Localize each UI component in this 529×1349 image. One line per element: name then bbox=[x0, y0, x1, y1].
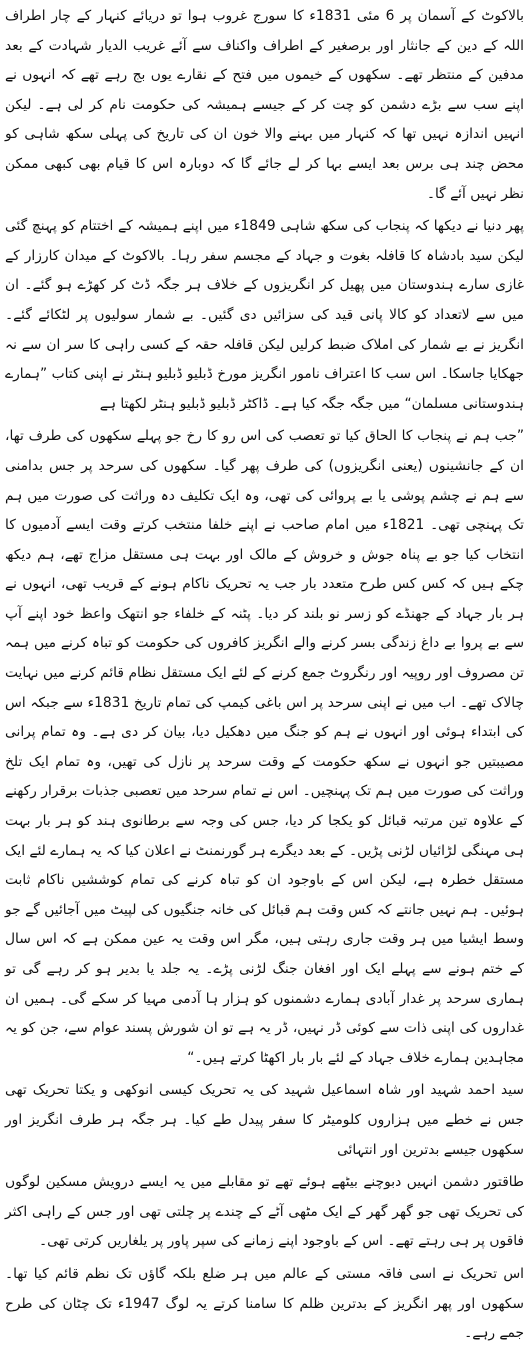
paragraph-hunter-quote: ”جب ہم نے پنجاب کا الحاق کیا تو تعصب کی اس رو کا رخ جو پہلے سکھوں کی طرف تھا، ان کے جانشینوں (یعنی انگریزوں) کی طرف پھر گیا۔ سکھوں کی سرحد پر جس بدامنی سے ہم نے چشم پوشی یا بے پروائی کی تھی، وہ ایک تکلیف دہ وراثت کی صورت میں ہم تک پہنچی تھی۔ 1821ء میں امام صاحب نے اپنے خلفا منتخب کرتے وقت ایسے آدمیوں کا انتخاب کیا جو بے پناہ جوش و خروش کے مالک اور بہت ہی مستقل مزاج تھے، ہم دیکھ چکے ہیں کہ کس کس طرح متعدد بار جب یہ تحریک ناکام ہونے کے قریب تھی، انہوں نے ہر بار جہاد کے جھنڈے کو زسر نو بلند کر دیا۔ پٹنہ کے خلفاء جو انتھک واعظ خود اپنے آپ سے بے پروا بے داغ زندگی بسر کرنے والے انگریز کافروں کی حکومت کو تباہ کرنے میں ہمہ تن مصروف اور روپیہ اور رنگروٹ جمع کرنے کے لئے ایک مستقل نظام قائم کرنے میں نہایت چالاک تھے۔ اب میں نے اپنی سرحد پر اس باغی کیمپ کی تمام تاریخ 1831ء سے جبکہ اس کی ابتداء ہوئی اور انہوں نے ہم کو جنگ میں دھکیل دیا، بیان کر دی ہے۔ وہ تمام پرانی مصیبتیں جو انہوں نے سکھ حکومت کے وقت سرحد پر نازل کی تھیں، وہ تمام ایک تلخ وراثت کی صورت میں ہم تک پہنچیں۔ اس نے تمام سرحد میں تعصبی جذبات برقرار رکھنے کے علاوہ تین مرتبہ قبائل کو یکجا کر دیا، جس کی وجہ سے برطانوی ہند کو ہر بار بہت ہی مہنگی لڑائیاں لڑنی پڑیں۔ کے بعد دیگرے ہر گورنمنٹ نے اعلان کیا کہ یہ ہمارے لئے ایک مستقل خطرہ ہے، لیکن اس کے باوجود ان کو تباہ کرنے کی تمام کوششیں ناکام ثابت ہوئیں۔ ہم نہیں جانتے کہ کس وقت ہم قبائل کی خانہ جنگیوں کی لپیٹ میں آجائیں گے جو وسط ایشیا میں ہر وقت جاری رہتی ہیں، مگر اس وقت یہ عین ممکن ہے کہ اس سال کے ختم ہونے سے پہلے ایک اور افغان جنگ لڑنی پڑے۔ یہ جلد یا بدیر ہو کر رہے گی تو ہماری سرحد پر غدار آبادی ہمارے دشمنوں کو ہزار ہا آدمی مہیا کر سکے گی۔ ہمیں ان غداروں کی اپنی ذات سے کوئی ڈر نہیں، ڈر یہ ہے تو ان شورش پسند عوام سے، جن کو یہ مجاہدین ہمارے خلاف جہاد کے لئے بار بار اکھٹا کرتے ہیں۔“ bbox=[5, 428, 525, 1066]
paragraph-steadfast-until-1947: اس تحریک نے اسی فاقہ مستی کے عالم میں ہر ضلع بلکہ گاؤں تک نظم قائم کیا تھا۔ سکھوں اور پھر انگریز کے بدترین ظلم کا سامنا کرتے یہ لوگ 1947ء تک چٹان کی طرح جمے رہے۔ bbox=[5, 1265, 524, 1342]
paragraph-balakot-sunset: بالاکوٹ کے آسمان پر 6 مئی 1831ء کا سورج غروب ہوا تو دریائے کنہار کے چار اطراف اللہ کے دین کے جانثار اور برصغیر کے اطراف واکناف سے آئے غریب الدیار شہادت کے بعد مدفین کے منتظر تھے۔ سکھوں کے خیموں میں فتح کے نقارے یوں بج رہے تھے کہ انہوں نے اپنے سب سے بڑے دشمن کو چت کر کے جیسے ہمیشہ کی حکومت نام کر لی ہے۔ لیکن انہیں اندازہ نہیں تھا کہ کنہار میں بہنے والا خون ان کی تاریخ کی پہلی سکھ شاہی کو محض چند ہی برس بعد ایسے بہا کر لے جائے گا کہ دوبارہ اس کا قیام بھی کبھی ممکن نظر نہیں آئے گا۔ bbox=[5, 8, 524, 202]
paragraph-dervish-movement: طاقتور دشمن انہیں دبوچنے بیٹھے ہوئے تھے تو مقابلے میں یہ ایسے درویش مسکین لوگوں کی تحریک تھی جو گھر گھر کے ایک مٹھی آٹے کے چندے پر چلتی تھی اور جس کے راہی اکثر فاقوں پر ہی رہتے تھے۔ اس کے باوجود اپنے زمانے کی سپر پاور پر یلغاریں کرتی تھی۔ bbox=[5, 1174, 524, 1250]
paragraph-sikh-rule-end: پھر دنیا نے دیکھا کہ پنجاب کی سکھ شاہی 1849ء میں اپنے ہمیشہ کے اختتام کو پہنچ گئی لیکن سید بادشاہ کا قافلہ بغوت و جہاد کے مجسم سفر رہا۔ بالاکوٹ کے میدان کارزار کے غازی سارے ہندوستان میں پھیل کر انگریزوں کے خلاف ہر جگہ ڈٹ کر کھڑے ہو گئے۔ ان میں سے لاتعداد کو کالا پانی قید کی سزائیں دی گئیں۔ بے شمار سولیوں پر لٹکائے گئے۔ انگریز نے بے شمار کی املاک ضبط کرلیں لیکن قافلہ حقہ کے کسی راہی کا سر ان سے نہ جھکایا جاسکا۔ اس سب کا اعتراف نامور انگریز مورخ ڈبلیو ڈبلیو ہنٹر نے اپنی کتاب ”ہمارے ہندوستانی مسلمان“ میں جگہ جگہ کیا ہے۔ ڈاکٹر ڈبلیو ڈبلیو ہنٹر لکھتا ہے bbox=[5, 218, 524, 412]
paragraph-movement-journey: سید احمد شہید اور شاہ اسماعیل شہید کی یہ تحریک کیسی انوکھی و یکتا تحریک تھی جس نے خطے میں ہزاروں کلومیٹر کا سفر پیدل طے کیا۔ ہر جگہ ہر طرف انگریز اور سکھوں جیسے بدترین اور انتہائی bbox=[5, 1082, 524, 1158]
